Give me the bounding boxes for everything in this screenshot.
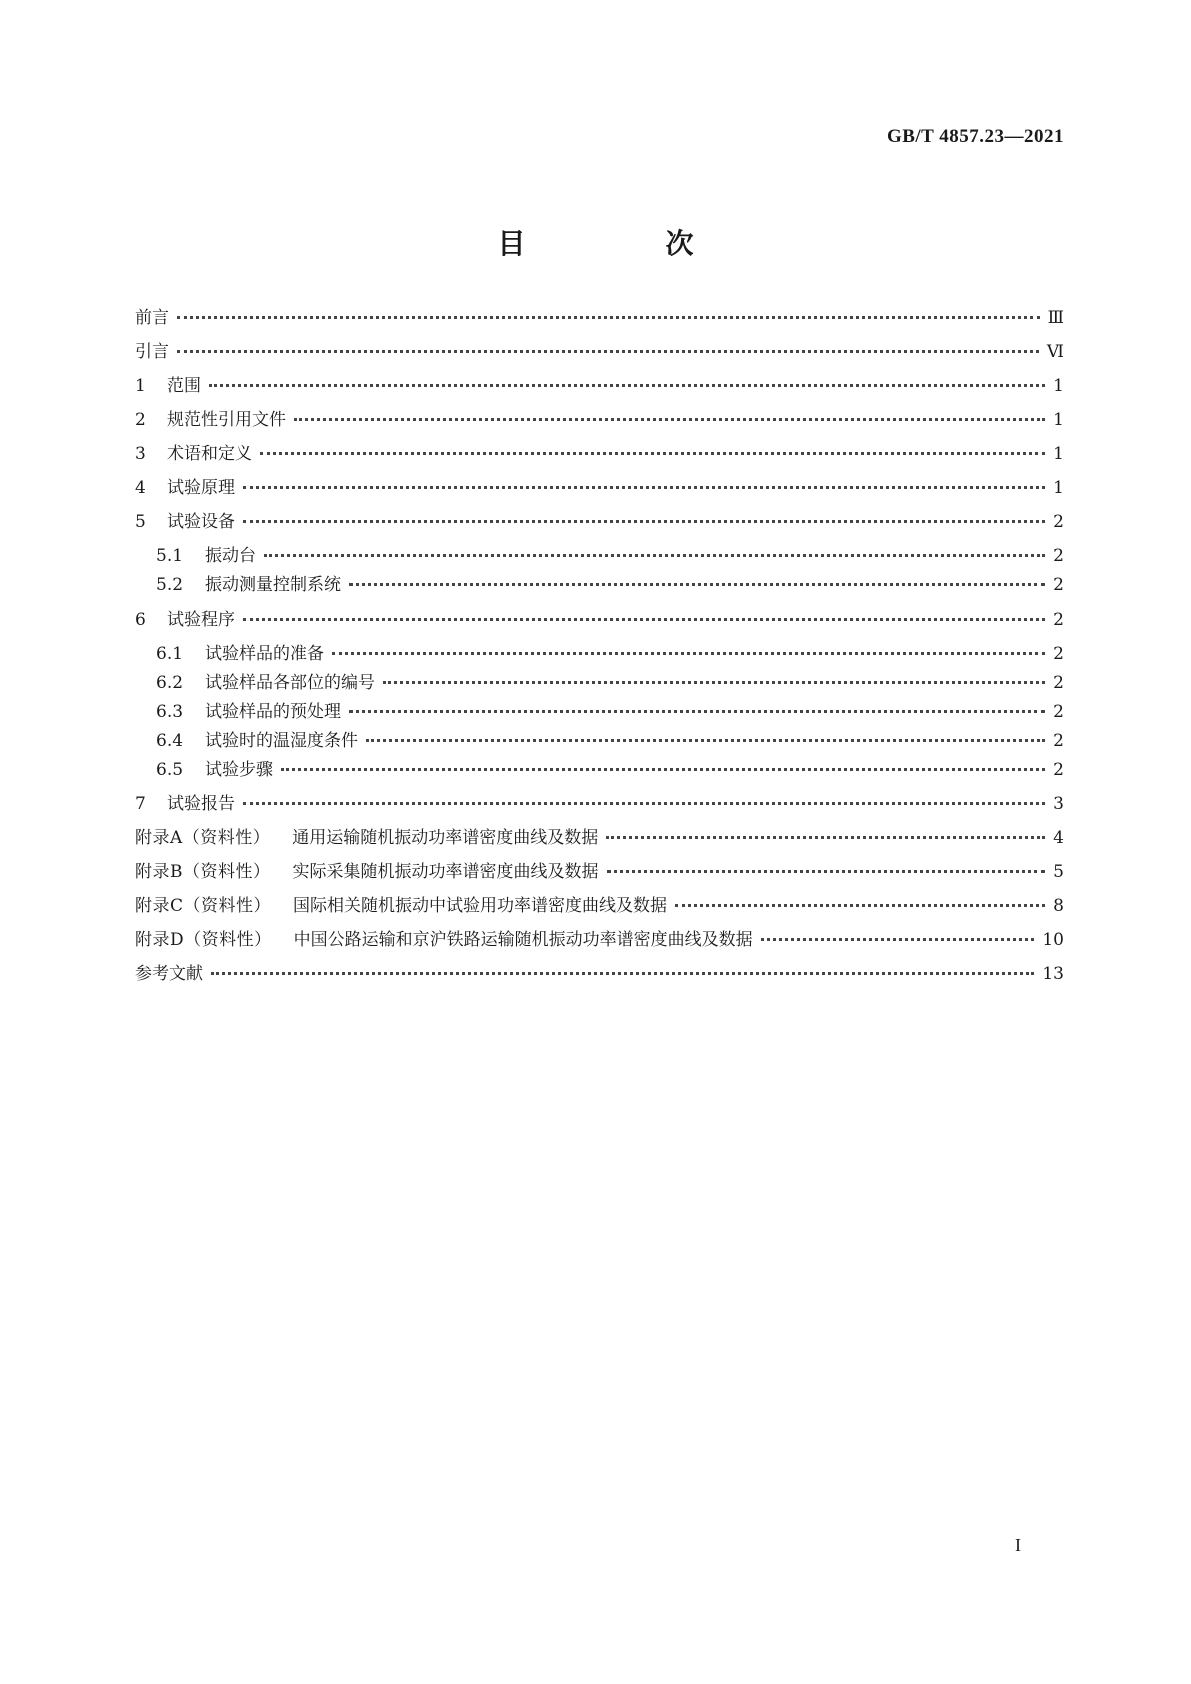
toc-entry-label: 中国公路运输和京沪铁路运输随机振动功率谱密度曲线及数据	[293, 930, 753, 950]
toc-entry-page: 4	[1053, 828, 1064, 848]
toc-entry-number: 6	[135, 610, 146, 630]
toc-entry-page: 2	[1053, 702, 1064, 722]
dot-leader	[349, 583, 1045, 586]
dot-leader	[243, 618, 1045, 621]
toc-entry-number: 附录C（资料性）	[135, 896, 272, 916]
toc-entry-label: 规范性引用文件	[167, 410, 286, 430]
toc-entry-label: 国际相关随机振动中试验用功率谱密度曲线及数据	[293, 896, 668, 916]
toc-entry-label: 引言	[135, 342, 169, 362]
dot-leader	[260, 452, 1045, 455]
toc-entry-page: 1	[1053, 376, 1064, 396]
dot-leader	[332, 652, 1045, 655]
toc-entry-5[interactable]	[135, 510, 1064, 534]
toc-entry-number: 附录A（资料性）	[135, 828, 271, 848]
dot-leader	[243, 486, 1045, 489]
toc-entry-page: 1	[1053, 478, 1064, 498]
dot-leader	[607, 870, 1046, 873]
toc-entry-page: Ⅵ	[1046, 342, 1064, 362]
toc-entry-page: 2	[1053, 673, 1064, 693]
toc-entry-page: 8	[1053, 896, 1064, 916]
toc-entry-references[interactable]	[135, 962, 1064, 986]
toc-entry-6-2[interactable]	[156, 671, 1064, 695]
toc-entry-label: 实际采集随机振动功率谱密度曲线及数据	[292, 862, 599, 882]
toc-entry-appendix-d[interactable]	[135, 928, 1064, 952]
toc-entry-6-4[interactable]	[156, 729, 1064, 753]
toc-entry-label: 范围	[167, 376, 201, 396]
toc-entry-foreword[interactable]	[135, 306, 1064, 330]
toc-entry-3[interactable]	[135, 442, 1064, 466]
dot-leader	[209, 384, 1045, 387]
toc-entry-number: 7	[135, 794, 146, 814]
toc-entry-page: 3	[1053, 794, 1064, 814]
toc-entry-number: 4	[135, 478, 146, 498]
toc-entry-page: 10	[1042, 930, 1064, 950]
toc-entry-page: 2	[1053, 575, 1064, 595]
dot-leader	[349, 710, 1045, 713]
toc-entry-page: 1	[1053, 410, 1064, 430]
toc-entry-label: 试验样品的准备	[205, 644, 324, 664]
toc-entry-page: 2	[1053, 731, 1064, 751]
toc-entry-number: 6.5	[156, 760, 184, 780]
toc-entry-2[interactable]	[135, 408, 1064, 432]
dot-leader	[294, 418, 1045, 421]
toc-entry-label: 术语和定义	[167, 444, 252, 464]
toc-entry-number: 6.4	[156, 731, 184, 751]
toc-entry-5-2[interactable]	[156, 573, 1064, 597]
toc-entry-number: 6.1	[156, 644, 184, 664]
toc-title: 目 次	[497, 227, 750, 260]
toc-entry-6-3[interactable]	[156, 700, 1064, 724]
toc-entry-label: 参考文献	[135, 964, 203, 984]
dot-leader	[281, 768, 1045, 771]
dot-leader	[243, 802, 1045, 805]
toc-entry-page: 5	[1053, 862, 1064, 882]
toc-entry-number: 6.2	[156, 673, 184, 693]
toc-entry-label: 振动台	[205, 546, 256, 566]
toc-entry-number: 5	[135, 512, 146, 532]
toc-entry-number: 5.1	[156, 546, 184, 566]
toc-entry-label: 试验样品的预处理	[205, 702, 341, 722]
dot-leader	[366, 739, 1045, 742]
toc-entry-6[interactable]	[135, 608, 1064, 632]
toc-entry-number: 附录B（资料性）	[135, 862, 271, 882]
toc-entry-number: 附录D（资料性）	[135, 930, 272, 950]
toc-entry-label: 前言	[135, 308, 169, 328]
dot-leader	[177, 350, 1039, 353]
dot-leader	[243, 520, 1045, 523]
page-number: I	[1015, 1535, 1021, 1555]
toc-entry-7[interactable]	[135, 792, 1064, 816]
toc-entry-number: 5.2	[156, 575, 184, 595]
toc-entry-page: 2	[1053, 512, 1064, 532]
toc-entry-label: 试验程序	[167, 610, 235, 630]
toc-entry-page: 2	[1053, 644, 1064, 664]
toc-entry-label: 试验报告	[167, 794, 235, 814]
toc-entry-label: 试验设备	[167, 512, 235, 532]
toc-entry-introduction[interactable]	[135, 340, 1064, 364]
toc-entry-appendix-c[interactable]	[135, 894, 1064, 918]
dot-leader	[675, 904, 1045, 907]
toc-entry-appendix-a[interactable]	[135, 826, 1064, 850]
toc-entry-label: 试验步骤	[205, 760, 273, 780]
standard-code: GB/T 4857.23—2021	[886, 126, 1064, 147]
toc-entry-number: 2	[135, 410, 146, 430]
toc-entry-page: 2	[1053, 610, 1064, 630]
toc-entry-number: 3	[135, 444, 146, 464]
toc-entry-6-1[interactable]	[156, 642, 1064, 666]
toc-entry-label: 试验时的温湿度条件	[205, 731, 358, 751]
toc-entry-page: 1	[1053, 444, 1064, 464]
toc-entry-label: 试验样品各部位的编号	[205, 673, 375, 693]
toc-entry-page: Ⅲ	[1047, 308, 1064, 328]
toc-entry-1[interactable]	[135, 374, 1064, 398]
toc-entry-5-1[interactable]	[156, 544, 1064, 568]
toc-entry-page: 2	[1053, 546, 1064, 566]
toc-entry-number: 6.3	[156, 702, 184, 722]
dot-leader	[606, 836, 1045, 839]
toc-entry-label: 通用运输随机振动功率谱密度曲线及数据	[292, 828, 599, 848]
dot-leader	[264, 554, 1045, 557]
dot-leader	[761, 938, 1035, 941]
dot-leader	[383, 681, 1045, 684]
dot-leader	[177, 316, 1040, 319]
toc-entry-label: 振动测量控制系统	[205, 575, 341, 595]
toc-entry-4[interactable]	[135, 476, 1064, 500]
dot-leader	[211, 972, 1034, 975]
toc-entry-label: 试验原理	[167, 478, 235, 498]
toc-entry-number: 1	[135, 376, 146, 396]
toc-entry-appendix-b[interactable]	[135, 860, 1064, 884]
toc-entry-6-5[interactable]	[156, 758, 1064, 782]
toc-entry-page: 13	[1042, 964, 1064, 984]
toc-entry-page: 2	[1053, 760, 1064, 780]
